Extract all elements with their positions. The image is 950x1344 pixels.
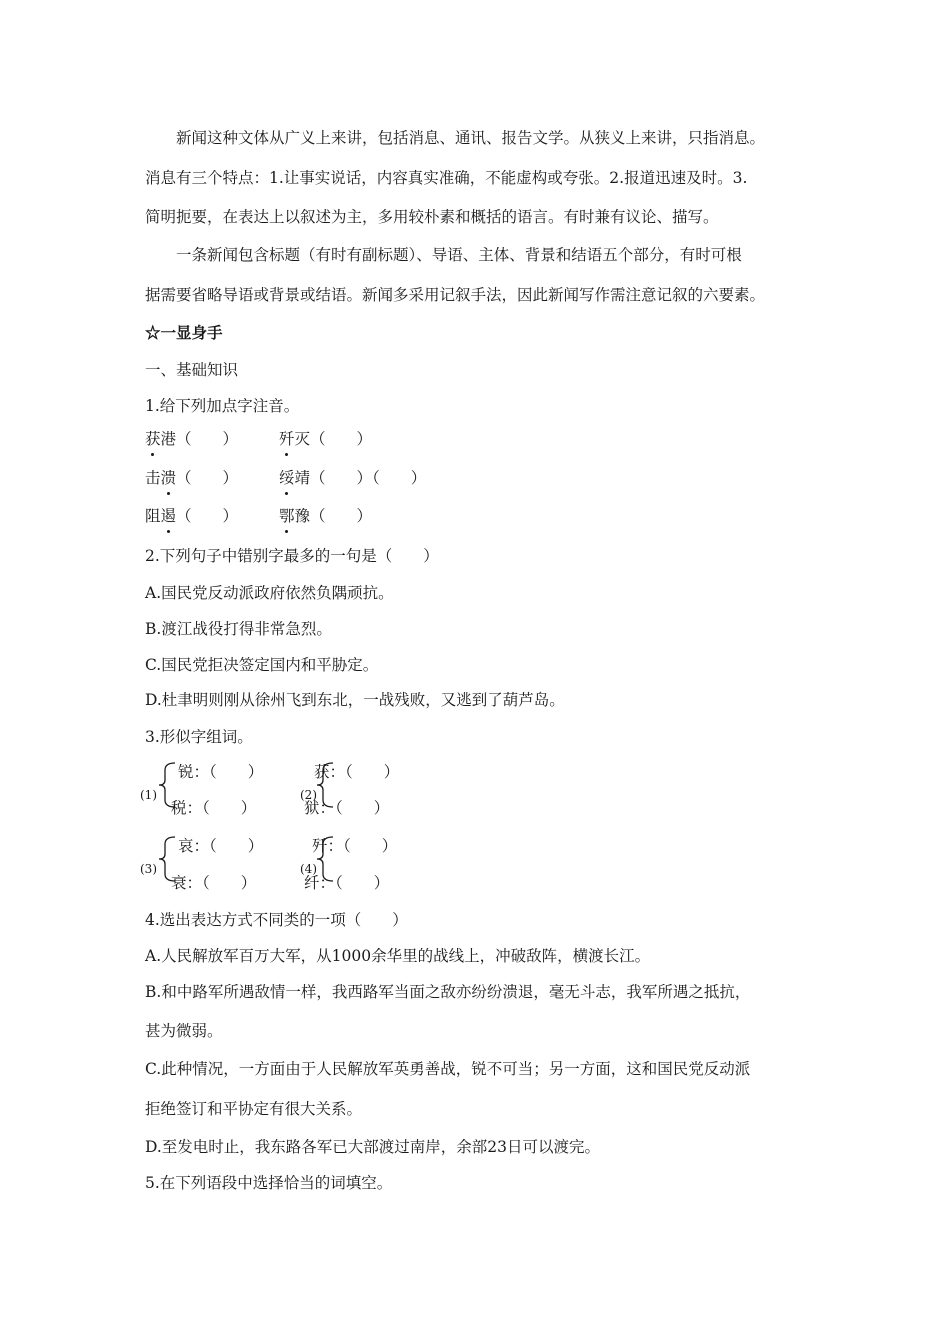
answer-blank[interactable]: （ ）: [176, 507, 239, 525]
q3-group-4-number: (4): [300, 862, 317, 876]
q3-group-3-top: 哀：（ ）: [178, 837, 264, 855]
answer-blank[interactable]: （ ）（ ）: [310, 469, 427, 487]
q3-group-2-top: 获：（ ）: [314, 763, 400, 781]
answer-blank[interactable]: （ ）: [176, 469, 239, 487]
question-3-stem: 3.形似字组词。: [145, 728, 253, 746]
q1-item-5: [145, 506, 238, 526]
question-4-stem: 4.选出表达方式不同类的一项（ ）: [145, 911, 408, 929]
q2-option-b: B.渡江战役打得非常急烈。: [145, 620, 332, 638]
intro-paragraph-1-line-3: 简明扼要，在表达上以叙述为主，多用较朴素和概括的语言。有时兼有议论、描写。: [145, 208, 719, 226]
q3-group-2-bottom: 狱：（ ）: [304, 799, 390, 817]
q1-item-6: [279, 506, 372, 526]
answer-blank[interactable]: （ ）: [176, 430, 239, 448]
dotted-char: 绥: [279, 469, 295, 487]
q4-option-d: D.至发电时止，我东路各军已大部渡过南岸，余部23日可以渡完。: [145, 1138, 601, 1156]
dotted-char: 遏: [160, 507, 177, 525]
section-title: ☆一显身手: [145, 323, 223, 342]
q1-item-1: [145, 429, 238, 449]
q3-group-3-bottom: 衰：（ ）: [171, 874, 257, 892]
answer-blank[interactable]: （ ）: [310, 507, 373, 525]
intro-paragraph-1-line-1: 新闻这种文体从广义上来讲，包括消息、通讯、报告文学。从狭义上来讲，只指消息。: [176, 129, 766, 147]
plain-char: 阻: [145, 507, 161, 525]
q2-option-a: A.国民党反动派政府依然负隅顽抗。: [145, 584, 394, 602]
q2-option-d: D.杜聿明则刚从徐州飞到东北，一战残败，又逃到了葫芦岛。: [145, 691, 565, 709]
answer-blank[interactable]: （ ）: [310, 430, 373, 448]
q3-group-1-top: 锐：（ ）: [178, 763, 264, 781]
question-1-stem: 1.给下列加点字注音。: [145, 397, 300, 415]
q3-group-1-bottom: 税：（ ）: [171, 799, 257, 817]
dotted-char: 鄂: [279, 507, 295, 525]
q3-group-3-number: (3): [140, 862, 157, 876]
question-5-stem: 5.在下列语段中选择恰当的词填空。: [145, 1174, 393, 1192]
q1-item-3: [145, 468, 238, 488]
q4-option-c-line-2: 拒绝签订和平协定有很大关系。: [145, 1100, 363, 1118]
dotted-char: 溃: [160, 469, 177, 487]
plain-char: 豫: [294, 507, 311, 525]
q4-option-a: A.人民解放军百万大军，从1000余华里的战线上，冲破敌阵，横渡长江。: [145, 947, 651, 965]
q1-item-4: [279, 468, 426, 488]
q4-option-b-line-1: B.和中路军所遇敌情一样，我西路军当面之敌亦纷纷溃退，毫无斗志，我军所遇之抵抗，: [145, 983, 751, 1001]
q1-item-2: [279, 429, 372, 449]
q3-group-4-bottom: 纤：（ ）: [304, 874, 390, 892]
plain-char: 港: [160, 430, 177, 448]
q3-group-1-number: (1): [140, 788, 157, 802]
question-2-stem: 2.下列句子中错别字最多的一句是（ ）: [145, 547, 439, 565]
plain-char: 灭: [294, 430, 311, 448]
q2-option-c: C.国民党拒决签定国内和平胁定。: [145, 656, 379, 674]
dotted-char: 歼: [279, 430, 295, 448]
intro-paragraph-2-line-1: 一条新闻包含标题（有时有副标题）、导语、主体、背景和结语五个部分，有时可根: [176, 246, 742, 264]
q4-option-b-line-2: 甚为微弱。: [145, 1022, 223, 1040]
subsection-title: 一、基础知识: [145, 361, 239, 379]
dotted-char: 获: [145, 430, 161, 448]
intro-paragraph-1-line-2: 消息有三个特点：1.让事实说话，内容真实准确，不能虚构或夸张。2.报道迅速及时。3.: [145, 169, 748, 187]
plain-char: 击: [145, 469, 161, 487]
q4-option-c-line-1: C.此种情况，一方面由于人民解放军英勇善战，锐不可当；另一方面，这和国民党反动派: [145, 1060, 751, 1078]
intro-paragraph-2-line-2: 据需要省略导语或背景或结语。新闻多采用记叙手法，因此新闻写作需注意记叙的六要素。: [145, 286, 766, 304]
q3-group-4-top: 歼：（ ）: [312, 837, 398, 855]
q3-group-2-number: (2): [300, 788, 317, 802]
plain-char: 靖: [294, 469, 311, 487]
